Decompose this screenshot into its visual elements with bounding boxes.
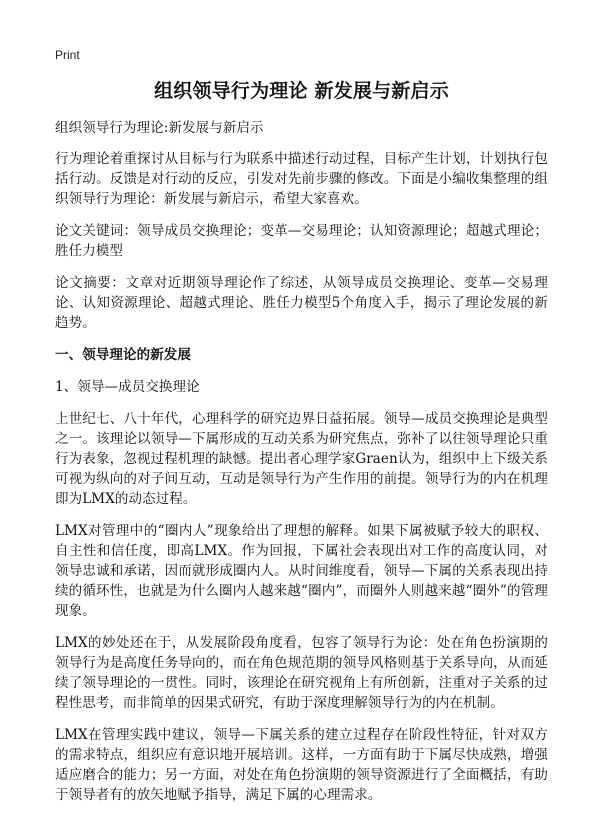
document-title: 组织领导行为理论 新发展与新启示 xyxy=(154,80,449,102)
section-heading: 一、领导理论的新发展 xyxy=(55,347,191,363)
print-link[interactable]: Print xyxy=(55,48,80,62)
body-paragraph: LMX在管理实践中建议，领导—下属关系的建立过程存在阶段性特征，针对双方的需求特点，组织应有意识地开展培训。这样，一方面有助于下属尽快成熟，增强适应磨合的能力；另一方面，对处在角色扮演期的领导资源进行了全面概括，有助于领导者有的放矢地赋予指导，满足下属的心理需求。 xyxy=(55,727,548,803)
keywords-paragraph: 论文关键词：领导成员交换理论；变革—交易理论；认知资源理论；超越式理论；胜任力模型 xyxy=(55,223,548,259)
subsection-heading: 1、领导—成员交换理论 xyxy=(55,379,200,395)
body-paragraph: LMX的妙处还在于，从发展阶段角度看，包容了领导行为论：处在角色扮演期的领导行为是高度任务导向的，而在角色规范期的领导风格则基于关系导向，从而延续了领导理论的一贯性。同时，该理论在研究视角上有所创新，注重对子关系的过程性思考，而非简单的因果式研究，有助于深度理解领导行为的内在机制。 xyxy=(55,635,548,711)
abstract-paragraph: 论文摘要：文章对近期领导理论作了综述，从领导成员交换理论、变革—交易理论、认知资源理论、超越式理论、胜任力模型5个角度入手，揭示了理论发展的新趋势。 xyxy=(55,275,548,331)
intro-paragraph: 行为理论着重探讨从目标与行为联系中描述行动过程，目标产生计划，计划执行包括行动。反馈是对行动的反应，引发对先前步骤的修改。下面是小编收集整理的组织领导行为理论：新发展与新启示，希望大家喜欢。 xyxy=(55,151,548,207)
body-paragraph: 上世纪七、八十年代，心理科学的研究边界日益拓展。领导—成员交换理论是典型之一。该理论以领导—下属形成的互动关系为研究焦点，弥补了以往领导理论只重行为表象，忽视过程机理的缺憾。提出者心理学家Graen认为，组织中上下级关系可视为纵向的对子间互动，互动是领导行为产生作用的前提。领导行为的内在机理即为LMX的动态过程。 xyxy=(55,411,548,507)
document-subtitle: 组织领导行为理论:新发展与新启示 xyxy=(55,120,264,136)
body-paragraph: LMX对管理中的“圈内人”现象给出了理想的解释。如果下属被赋予较大的职权、自主性和信任度，即高LMX。作为回报，下属社会表现出对工作的高度认同，对领导忠诚和承诺，因而就形成圈内人。从时间维度看，领导—下属的关系表现出持续的循环性，也就是为什么圈内人越来越“圈内”，而圈外人则越来越“圈外”的管理现象。 xyxy=(55,523,548,619)
document-body xyxy=(55,118,548,817)
